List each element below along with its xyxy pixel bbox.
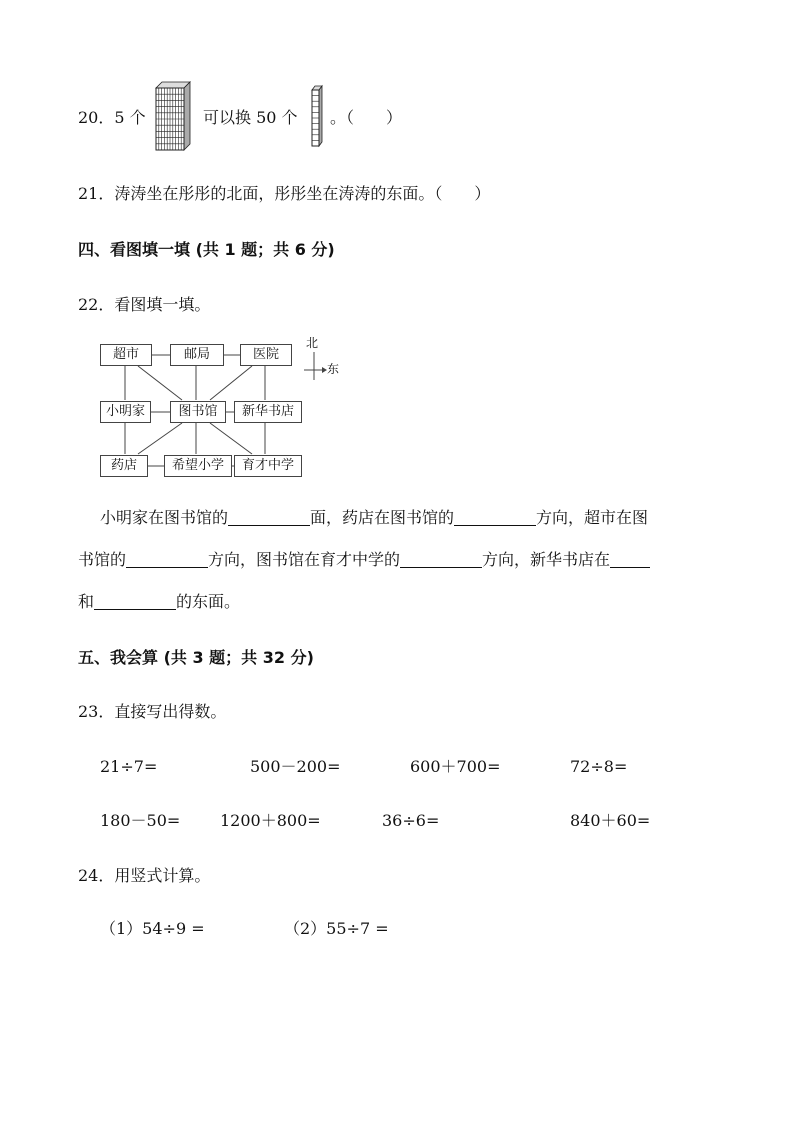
q23-row1-item4: 72÷8= bbox=[570, 757, 628, 776]
q22-line2-b: 方向，图书馆在育才中学的 bbox=[208, 550, 401, 569]
q23-row1-item2: 500－200= bbox=[250, 757, 341, 776]
map-place-pharmacy: 药店 bbox=[100, 455, 148, 477]
section5-title: 五、我会算 (共 3 题；共 32 分) bbox=[78, 648, 314, 667]
q23-row1-item3: 600＋700= bbox=[410, 757, 501, 776]
q20-text bbox=[78, 108, 146, 128]
answer-blank[interactable] bbox=[454, 509, 536, 526]
q24-item2: （2）55÷7 = bbox=[284, 919, 389, 938]
q20-text-b: 可以换 50 个 bbox=[203, 108, 298, 127]
q22-line1-c: 方向，超市在图 bbox=[536, 508, 649, 527]
answer-blank[interactable] bbox=[228, 509, 310, 526]
q22-line3 bbox=[78, 592, 240, 612]
answer-blank[interactable] bbox=[610, 551, 650, 568]
q23-row2-item2: 1200＋800= bbox=[220, 811, 321, 830]
q20-number: 20． bbox=[78, 108, 115, 127]
q22-line3-a: 和 bbox=[78, 592, 95, 611]
section4-title: 四、看图填一填 (共 1 题；共 6 分) bbox=[78, 240, 335, 259]
map-place-xiaoming-home: 小明家 bbox=[100, 401, 151, 423]
q22-line3-b: 的东面。 bbox=[176, 592, 241, 611]
q23-row2-item1: 180－50= bbox=[100, 811, 181, 830]
q20-text-a: 5 个 bbox=[114, 108, 146, 127]
answer-blank[interactable] bbox=[400, 551, 482, 568]
q22-title: 22．看图填一填。 bbox=[78, 295, 211, 314]
map-place-hope-school: 希望小学 bbox=[164, 455, 232, 477]
q23-row2-item3: 36÷6= bbox=[382, 811, 440, 830]
q22-line2-a: 书馆的 bbox=[78, 550, 127, 569]
q21-text: 21．涛涛坐在彤彤的北面，彤彤坐在涛涛的东面。（ ） bbox=[78, 184, 491, 203]
q23-row2-item4: 840＋60= bbox=[570, 811, 651, 830]
map-place-hospital: 医院 bbox=[240, 344, 292, 366]
q20-text-c: 。（ ） bbox=[330, 108, 403, 127]
q23-title: 23．直接写出得数。 bbox=[78, 702, 227, 721]
q22-line2 bbox=[78, 550, 650, 570]
map-place-supermarket: 超市 bbox=[100, 344, 152, 366]
answer-blank[interactable] bbox=[94, 593, 176, 610]
compass-east-label: 东 bbox=[327, 362, 340, 376]
map-place-xinhua-bookstore: 新华书店 bbox=[234, 401, 302, 423]
q22-line1 bbox=[100, 508, 648, 528]
map-place-yucai-school: 育才中学 bbox=[234, 455, 302, 477]
q24-item1: （1）54÷9 = bbox=[100, 919, 205, 938]
q22-line2-c: 方向，新华书店在 bbox=[482, 550, 611, 569]
q24-title: 24．用竖式计算。 bbox=[78, 866, 211, 885]
ten-rod-block bbox=[312, 86, 322, 146]
map-place-post-office: 邮局 bbox=[170, 344, 224, 366]
compass-north-label: 北 bbox=[306, 336, 319, 350]
q22-line1-a: 小明家在图书馆的 bbox=[100, 508, 229, 527]
hundred-flat-block bbox=[156, 82, 190, 150]
answer-blank[interactable] bbox=[126, 551, 208, 568]
q23-row1-item1: 21÷7= bbox=[100, 757, 158, 776]
q22-line1-b: 面，药店在图书馆的 bbox=[310, 508, 455, 527]
map-place-library: 图书馆 bbox=[170, 401, 226, 423]
